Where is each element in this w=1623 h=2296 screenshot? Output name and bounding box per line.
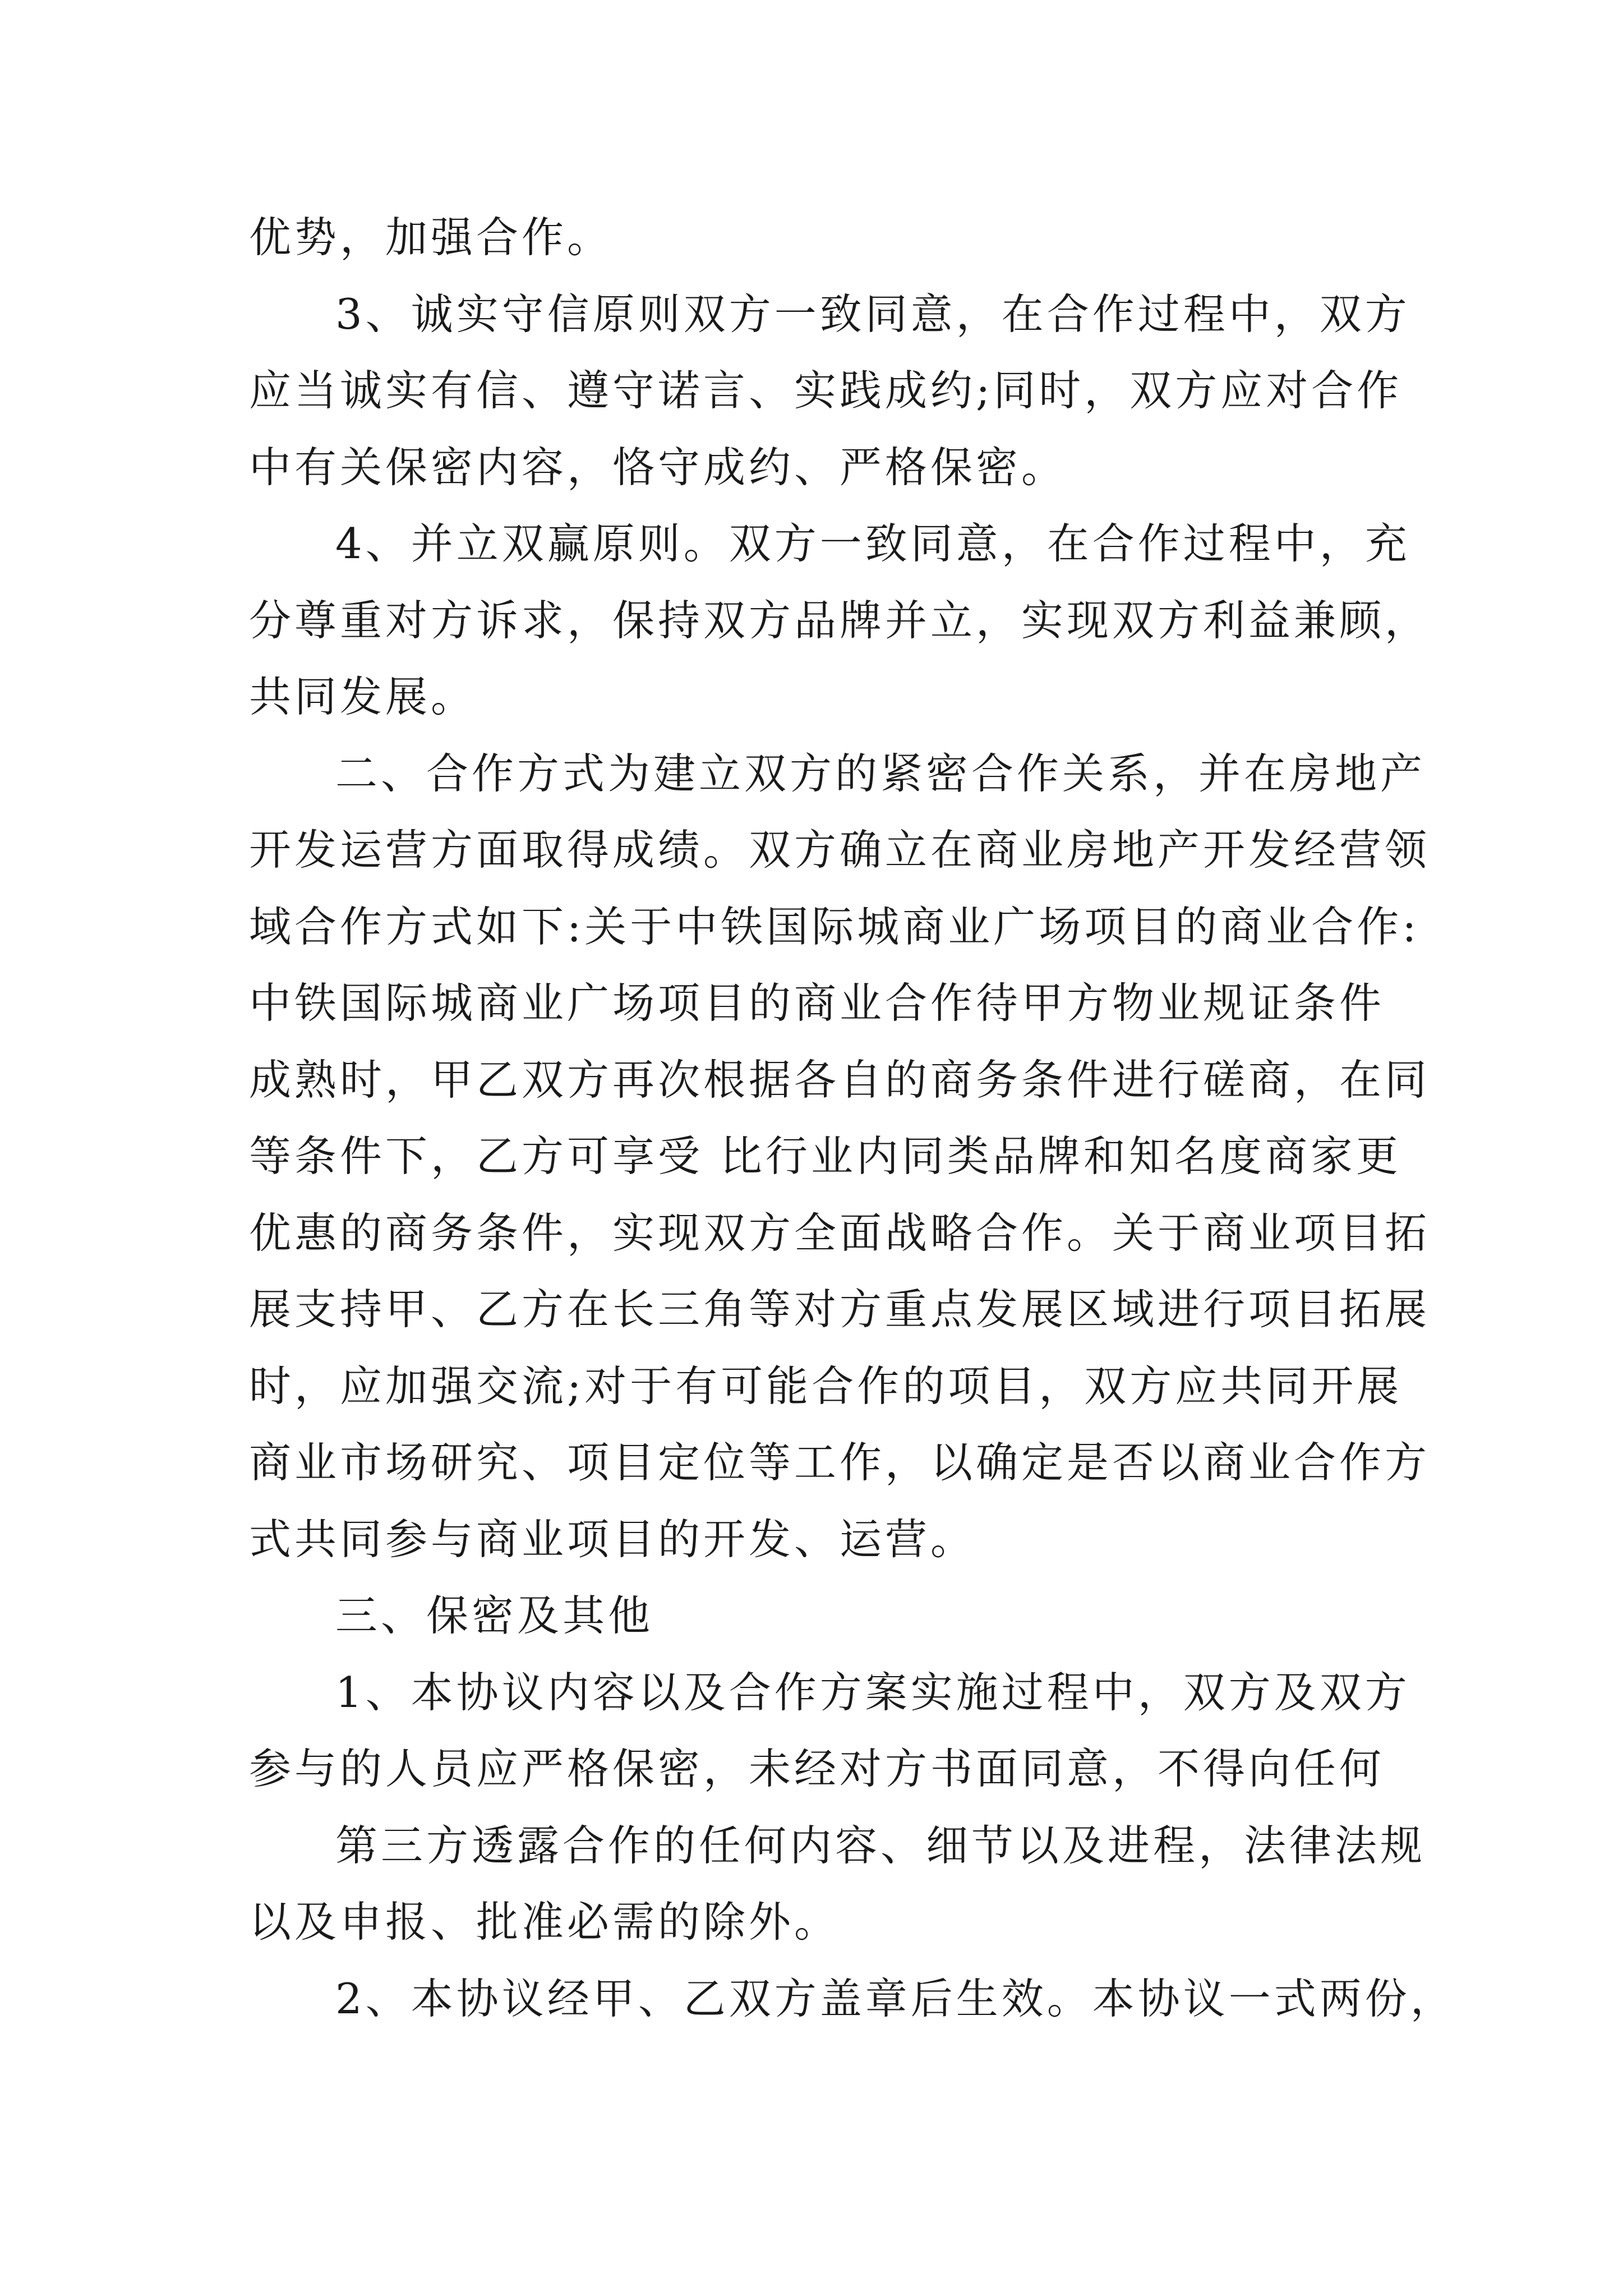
text-line: 展支持甲、乙方在长三角等对方重点发展区域进行项目拓展 bbox=[249, 1285, 1431, 1334]
text-line: 优势，加强合作。 bbox=[249, 213, 613, 262]
text-line: 式共同参与商业项目的开发、运营。 bbox=[249, 1514, 976, 1564]
text-line: 中有关保密内容，恪守成约、严格保密。 bbox=[249, 442, 1067, 492]
text-line: 共同发展。 bbox=[249, 672, 477, 721]
text-line: 分尊重对方诉求，保持双方品牌并立，实现双方利益兼顾， bbox=[249, 595, 1431, 645]
text-line: 中铁国际城商业广场项目的商业合作待甲方物业规证条件 bbox=[249, 978, 1385, 1028]
text-line: 1、本协议内容以及合作方案实施过程中，双方及双方 bbox=[335, 1667, 1410, 1717]
text-line: 以及申报、批准必需的除外。 bbox=[249, 1897, 840, 1947]
text-line: 成熟时，甲乙双方再次根据各自的商务条件进行磋商，在同 bbox=[249, 1055, 1431, 1105]
document-body bbox=[249, 199, 1456, 2037]
text-line: 应当诚实有信、遵守诺言、实践成约;同时，双方应对合作 bbox=[249, 366, 1403, 415]
section-heading: 三、保密及其他 bbox=[335, 1591, 654, 1640]
text-line: 二、合作方式为建立双方的紧密合作关系，并在房地产 bbox=[335, 748, 1426, 798]
text-line: 域合作方式如下:关于中铁国际城商业广场项目的商业合作: bbox=[249, 901, 1420, 951]
text-line: 4、并立双赢原则。双方一致同意，在合作过程中，充 bbox=[335, 519, 1410, 568]
text-line: 时，应加强交流;对于有可能合作的项目，双方应共同开展 bbox=[249, 1361, 1403, 1411]
text-line: 3、诚实守信原则双方一致同意，在合作过程中，双方 bbox=[335, 289, 1410, 339]
text-line: 开发运营方面取得成绩。双方确立在商业房地产开发经营领 bbox=[249, 825, 1431, 875]
text-line: 参与的人员应严格保密，未经对方书面同意，不得向任何 bbox=[249, 1744, 1385, 1793]
text-line: 优惠的商务条件，实现双方全面战略合作。关于商业项目拓 bbox=[249, 1208, 1431, 1258]
text-line: 商业市场研究、项目定位等工作，以确定是否以商业合作方 bbox=[249, 1438, 1431, 1487]
text-line: 等条件下，乙方可享受 比行业内同类品牌和知名度商家更 bbox=[249, 1131, 1401, 1181]
text-line: 2、本协议经甲、乙双方盖章后生效。本协议一式两份， bbox=[335, 1973, 1456, 2023]
text-line: 第三方透露合作的任何内容、细节以及进程，法律法规 bbox=[335, 1820, 1426, 1870]
